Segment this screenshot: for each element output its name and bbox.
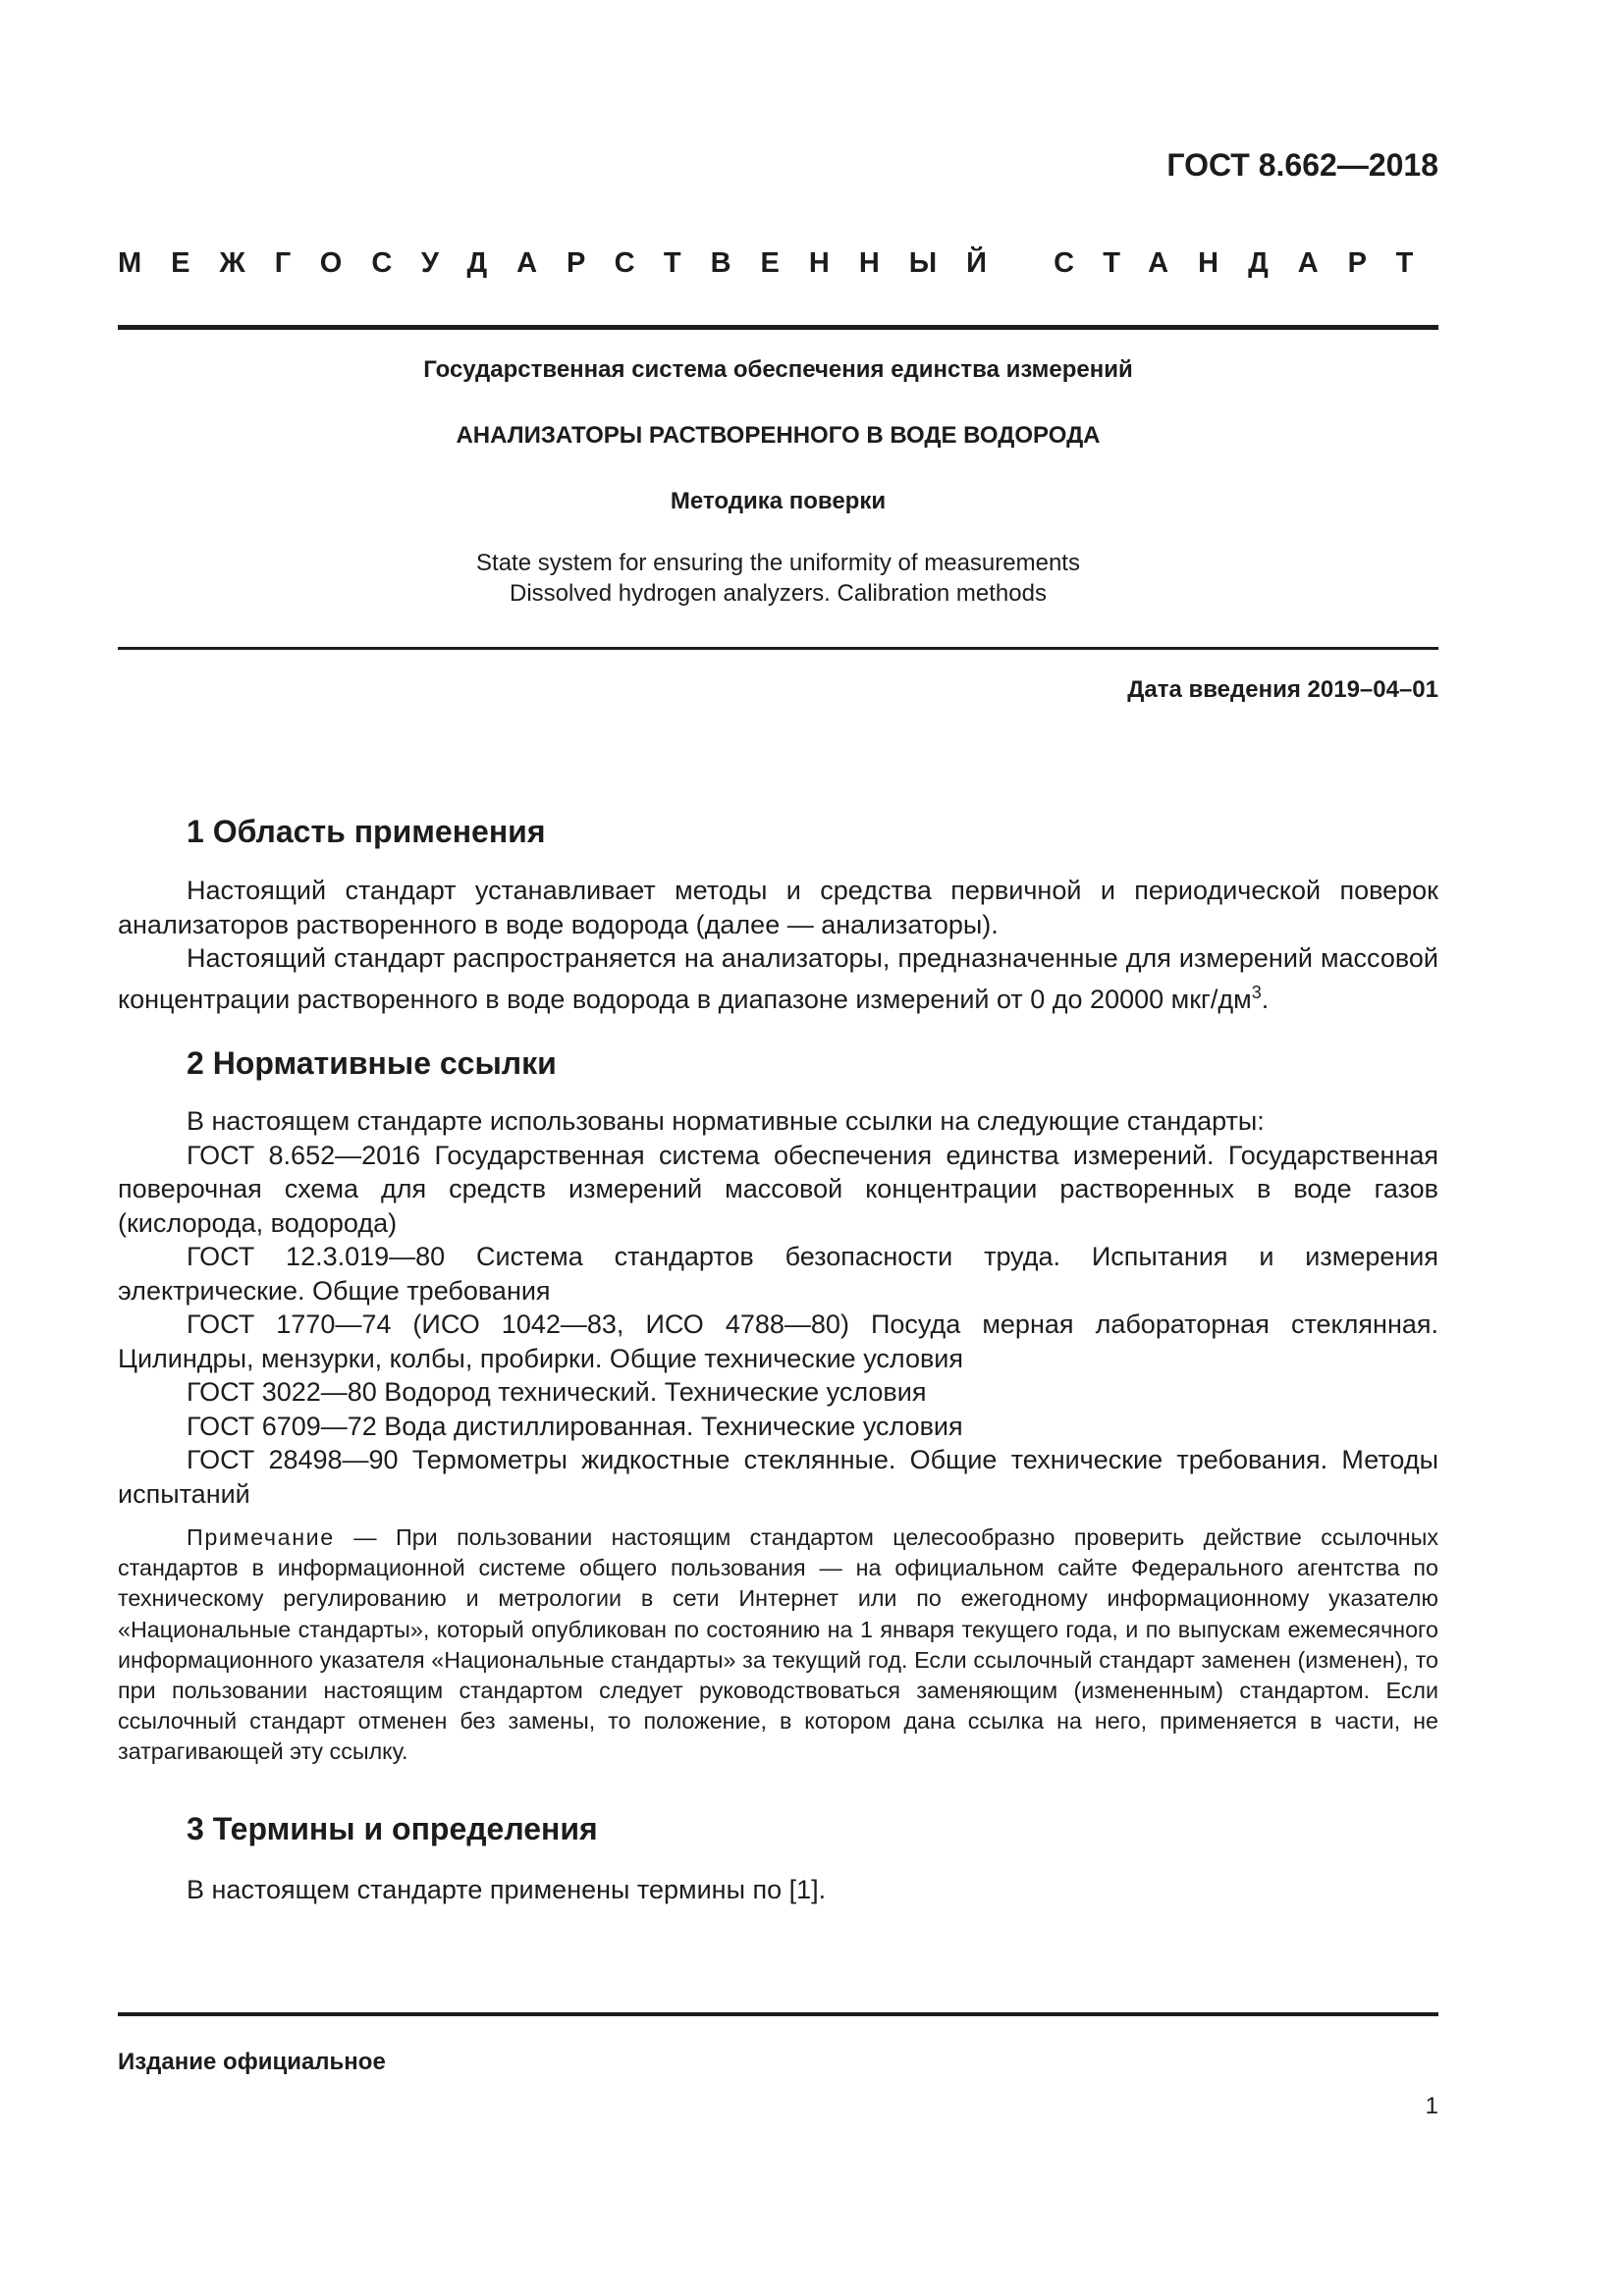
- introduction-date: Дата введения 2019–04–01: [1127, 676, 1438, 703]
- section3-paragraph: В настоящем стандарте применены термины по [1].: [187, 1875, 827, 1904]
- interstate-standard-label: МЕЖГОСУДАРСТВЕННЫЙ СТАНДАРТ: [118, 247, 1443, 279]
- reference-item: ГОСТ 1770—74 (ИСО 1042—83, ИСО 4788—80) Посуда мерная лабораторная стеклянная. Цилиндры, мензурки, колбы, пробирки. Общие технические условия: [118, 1309, 1438, 1373]
- section1-heading: 1 Область применения: [187, 814, 546, 849]
- title-main: АНАЛИЗАТОРЫ РАСТВОРЕННОГО В ВОДЕ ВОДОРОДА: [456, 422, 1101, 449]
- section2-intro: В настоящем стандарте использованы нормативные ссылки на следующие стандарты:: [187, 1106, 1265, 1136]
- footer-rule: [118, 2012, 1438, 2016]
- section1-body: [118, 874, 1438, 1016]
- reference-item: ГОСТ 28498—90 Термометры жидкостные стеклянные. Общие технические требования. Методы испытаний: [118, 1445, 1438, 1509]
- note-text: — При пользовании настоящим стандартом целесообразно проверить действие ссылочных стандартов в информационной системе общего пользования — на официальном сайте Федерального агентства по техническому регулированию и метрологии в сети Интернет или по ежегодному информационному указателю «Национальные стандарты», который опубликован по состоянию на 1 января текущего года, и по выпускам ежемесячного информационного указателя «Национальные стандарты» за текущий год. Если ссылочный стандарт заменен (изменен), то при пользовании настоящим стандартом следует руководствоваться заменяющим (измененным) стандартом. Если ссылочный стандарт отменен без замены, то положение, в котором дана ссылка на него, применяется в части, не затрагивающей эту ссылку.: [118, 1524, 1438, 1765]
- section3-heading: 3 Термины и определения: [187, 1811, 598, 1846]
- note-block: [118, 1522, 1438, 1768]
- reference-item: ГОСТ 12.3.019—80 Система стандартов безопасности труда. Испытания и измерения электрические. Общие требования: [118, 1242, 1438, 1306]
- section2-body: [118, 1104, 1438, 1511]
- section1-paragraph-2-text: Настоящий стандарт распространяется на анализаторы, предназначенные для измерений массовой концентрации растворенного в воде водорода в диапазоне измерений от 0 до 20000 мкг/дм: [118, 943, 1438, 1014]
- document-code: ГОСТ 8.662—2018: [1166, 147, 1438, 183]
- unit-exponent: 3: [1251, 982, 1262, 1002]
- title-bottom-rule: [118, 647, 1438, 650]
- official-edition-label: Издание официальное: [118, 2049, 386, 2075]
- page-number: 1: [1425, 2093, 1438, 2119]
- title-en-line1: State system for ensuring the uniformity of measurements: [476, 550, 1080, 576]
- title-sub: Методика поверки: [670, 488, 887, 514]
- section2-heading: 2 Нормативные ссылки: [187, 1045, 557, 1081]
- section1-paragraph-1: Настоящий стандарт устанавливает методы и средства первичной и периодической поверок анализаторов растворенного в воде водорода (далее — анализаторы).: [118, 876, 1438, 939]
- top-rule: [118, 325, 1438, 330]
- note-label: Примечание: [187, 1524, 335, 1550]
- section1-paragraph-2-end: .: [1261, 984, 1270, 1014]
- reference-item: ГОСТ 3022—80 Водород технический. Технические условия: [187, 1377, 927, 1407]
- title-en-line2: Dissolved hydrogen analyzers. Calibration methods: [510, 580, 1047, 607]
- reference-item: ГОСТ 6709—72 Вода дистиллированная. Технические условия: [187, 1411, 963, 1441]
- title-system: Государственная система обеспечения единства измерений: [423, 356, 1133, 383]
- section1-paragraph-2: [118, 941, 1438, 1016]
- reference-item: ГОСТ 8.652—2016 Государственная система обеспечения единства измерений. Государственная поверочная схема для средств измерений массовой концентрации растворенных в воде газов (кислорода, водорода): [118, 1140, 1438, 1238]
